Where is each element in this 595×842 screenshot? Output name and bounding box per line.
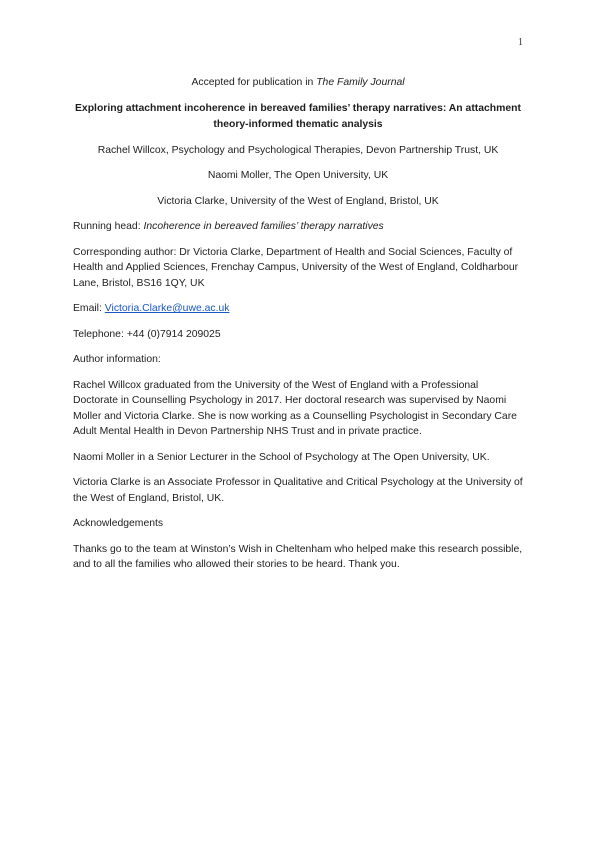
author-affiliation-1: Rachel Willcox, Psychology and Psychological Therapies, Devon Partnership Trust, UK bbox=[97, 144, 499, 156]
email-line bbox=[73, 301, 523, 317]
acceptance-note bbox=[73, 75, 523, 91]
bio-victoria-clarke: Victoria Clarke is an Associate Professor in Qualitative and Critical Psychology at the University of the West of England, Bristol, UK. bbox=[73, 477, 523, 504]
acknowledgements-text: Thanks go to the team at Winston’s Wish in Cheltenham who helped make this research possible, and to all the families who allowed their stories to be heard. Thank you. bbox=[73, 543, 523, 570]
author-information-heading: Author information: bbox=[73, 354, 161, 365]
running-head-value: Incoherence in bereaved families’ therapy narratives bbox=[143, 221, 384, 232]
running-head-label: Running head: bbox=[73, 221, 144, 232]
telephone-line: Telephone: +44 (0)7914 209025 bbox=[73, 328, 221, 340]
email-link[interactable]: Victoria.Clarke@uwe.ac.uk bbox=[104, 303, 230, 314]
running-head bbox=[73, 219, 523, 235]
email-label: Email: bbox=[73, 303, 105, 314]
acknowledgements-heading: Acknowledgements bbox=[73, 518, 164, 529]
journal-name: The Family Journal bbox=[316, 77, 405, 88]
corresponding-author: Corresponding author: Dr Victoria Clarke, Department of Health and Social Sciences, Faculty of Health and Applied Sciences, Frenchay Campus, University of the West of England, Coldharbour Lane, Bristol, BS16 1QY, UK bbox=[73, 246, 519, 289]
paper-title: Exploring attachment incoherence in bereaved families’ therapy narratives: An attachment theory-informed thematic analysis bbox=[75, 102, 521, 130]
author-affiliation-3: Victoria Clarke, University of the West of England, Bristol, UK bbox=[157, 195, 439, 207]
author-affiliation-2: Naomi Moller, The Open University, UK bbox=[207, 170, 389, 181]
bio-naomi-moller: Naomi Moller in a Senior Lecturer in the School of Psychology at The Open University, UK. bbox=[73, 451, 490, 463]
document-body bbox=[73, 75, 523, 583]
page-number: 1 bbox=[518, 37, 523, 48]
bio-rachel-willcox: Rachel Willcox graduated from the University of the West of England with a Professional Doctorate in Counselling Psychology in 2017. Her doctoral research was supervised by Naomi Moller and Victoria Clarke. She is now working as a Counselling Psychologist in Secondary Care Adult Mental Health in Devon Partnership NHS Trust and in private practice. bbox=[73, 379, 517, 437]
acceptance-prefix: Accepted for publication in bbox=[191, 77, 317, 88]
